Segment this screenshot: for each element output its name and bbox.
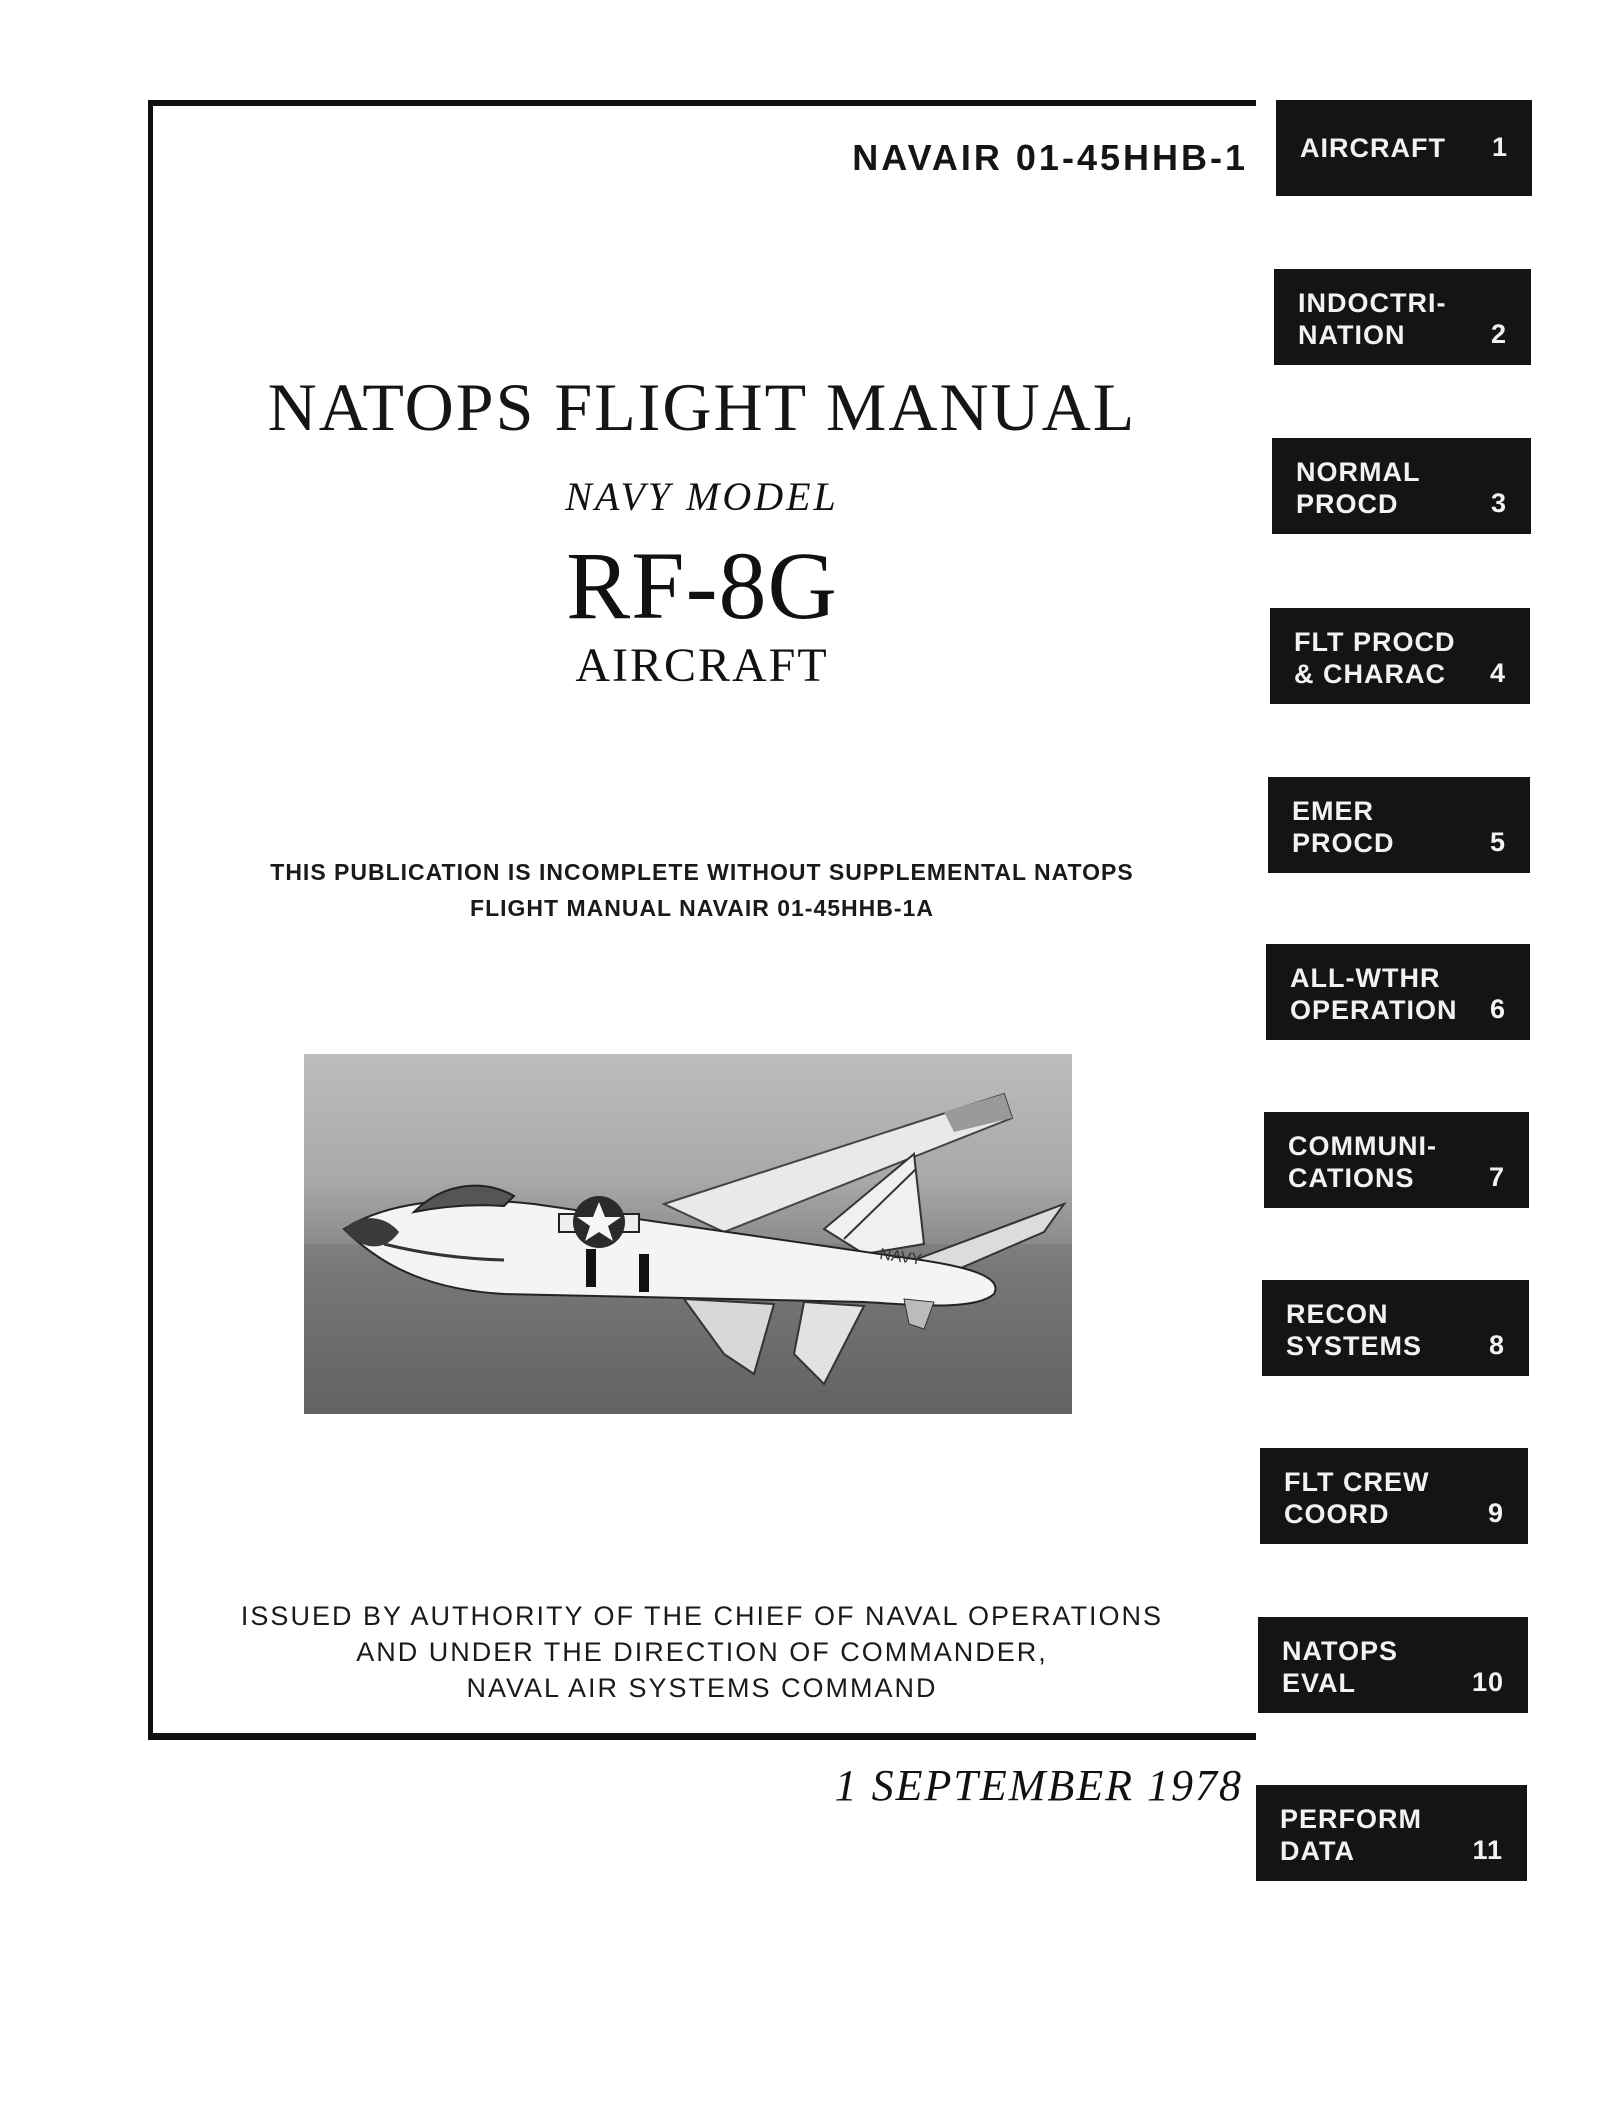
- tab-number: 8: [1488, 1330, 1505, 1360]
- photo-navy-marking: NAVY: [878, 1246, 923, 1269]
- section-tab-performance-data[interactable]: [1256, 1785, 1527, 1881]
- section-tab-communications[interactable]: [1264, 1112, 1529, 1208]
- tab-label: RECON SYSTEMS: [1286, 1299, 1423, 1361]
- issuing-authority: [148, 1598, 1256, 1706]
- section-tab-natops-evaluation[interactable]: [1258, 1617, 1528, 1713]
- tab-number: 6: [1489, 994, 1506, 1024]
- section-tab-flight-crew-coordination[interactable]: [1260, 1448, 1528, 1544]
- tab-number: 11: [1472, 1835, 1503, 1865]
- section-tab-indoctrination[interactable]: [1274, 269, 1531, 365]
- tab-number: 5: [1489, 827, 1506, 857]
- notice-line: FLIGHT MANUAL NAVAIR 01-45HHB-1A: [470, 895, 934, 921]
- tab-label: NORMAL PROCD: [1296, 457, 1421, 519]
- supplement-notice: [148, 854, 1256, 926]
- aircraft-kind: AIRCRAFT: [575, 639, 829, 692]
- aircraft-photo: [304, 1054, 1072, 1414]
- issue-date: 1 SEPTEMBER 1978: [834, 1761, 1243, 1810]
- tab-label: AIRCRAFT: [1300, 133, 1446, 163]
- manual-title: NATOPS FLIGHT MANUAL: [267, 369, 1137, 445]
- tab-label: FLT PROCD & CHARAC: [1294, 627, 1456, 689]
- authority-line: ISSUED BY AUTHORITY OF THE CHIEF OF NAVAL OPERATIONS: [240, 1601, 1164, 1631]
- notice-line: THIS PUBLICATION IS INCOMPLETE WITHOUT SUPPLEMENTAL NATOPS: [270, 859, 1134, 885]
- tab-label: ALL-WTHR OPERATION: [1290, 963, 1458, 1025]
- tab-label: EMER PROCD: [1292, 796, 1395, 858]
- aircraft-photo-drawing: [304, 1054, 1072, 1414]
- manual-subtitle: NAVY MODEL: [565, 474, 839, 519]
- tab-number: 7: [1488, 1162, 1505, 1192]
- tab-number: 4: [1489, 658, 1506, 688]
- authority-line: NAVAL AIR SYSTEMS COMMAND: [466, 1673, 938, 1703]
- section-tab-aircraft[interactable]: [1276, 100, 1532, 196]
- tab-number: 2: [1490, 319, 1507, 349]
- section-tab-flight-procedures[interactable]: [1270, 608, 1530, 704]
- section-tab-normal-procedures[interactable]: [1272, 438, 1531, 534]
- tab-label: PERFORM DATA: [1280, 1804, 1422, 1866]
- tab-label: NATOPS EVAL: [1282, 1636, 1399, 1698]
- tab-label: FLT CREW COORD: [1284, 1467, 1430, 1529]
- tab-label: COMMUNI- CATIONS: [1288, 1131, 1437, 1193]
- tab-number: 9: [1487, 1498, 1504, 1528]
- authority-line: AND UNDER THE DIRECTION OF COMMANDER,: [356, 1637, 1048, 1667]
- tab-number: 10: [1471, 1667, 1504, 1697]
- section-tab-recon-systems[interactable]: [1262, 1280, 1529, 1376]
- tab-number: 1: [1491, 132, 1508, 162]
- section-tab-emergency-procedures[interactable]: [1268, 777, 1530, 873]
- tab-label: INDOCTRI- NATION: [1298, 288, 1447, 350]
- document-number: NAVAIR 01-45HHB-1: [852, 137, 1248, 178]
- section-tab-all-weather-operation[interactable]: [1266, 944, 1530, 1040]
- tab-number: 3: [1490, 488, 1507, 518]
- aircraft-model: RF-8G: [566, 532, 838, 639]
